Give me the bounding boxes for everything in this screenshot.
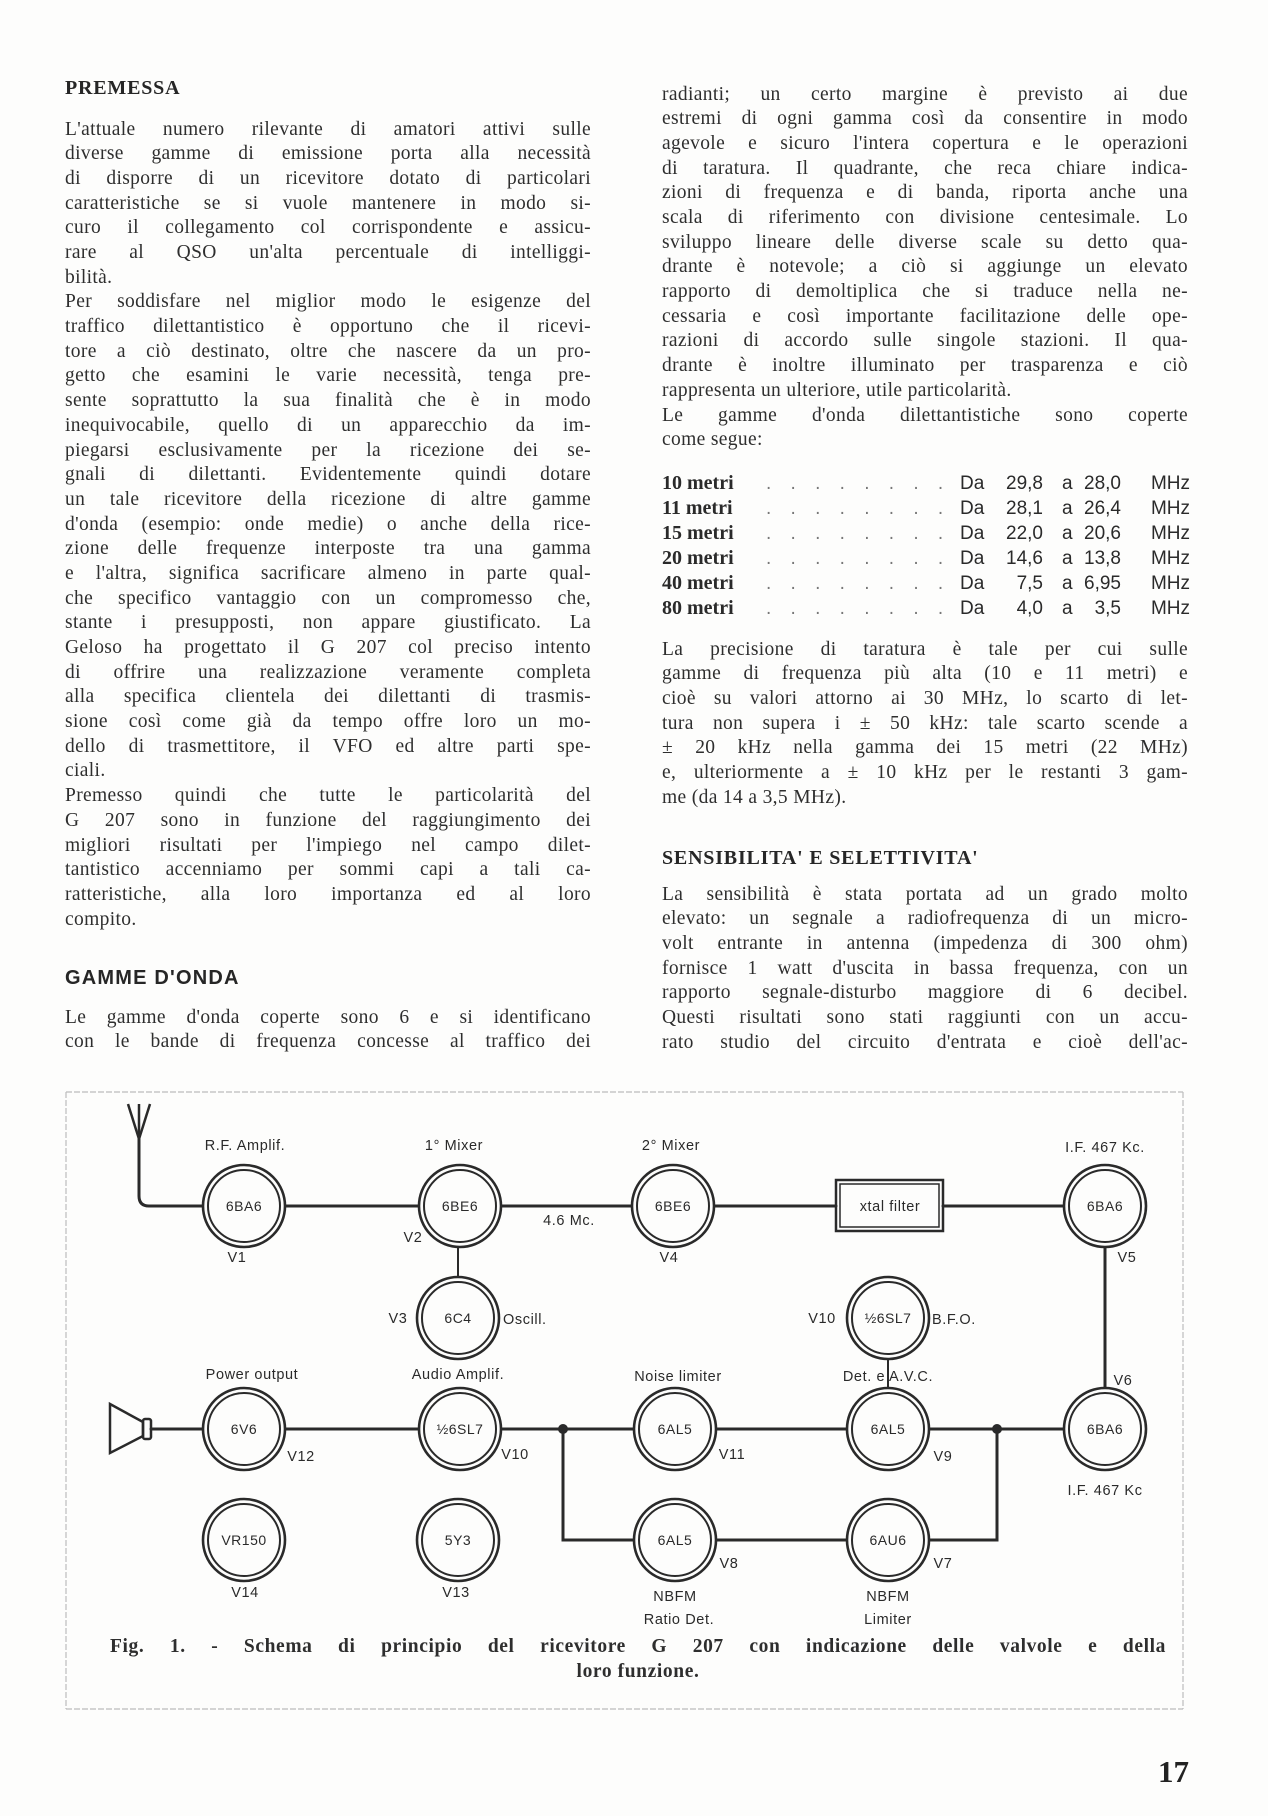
label-power-output: Power output bbox=[205, 1367, 299, 1383]
text-line: un tale ricevitore della ricezione di altre gamme bbox=[65, 488, 591, 510]
band-to: 28,0 bbox=[1084, 473, 1121, 494]
text-line: tantistico accenniamo per sommi capi a tali ca- bbox=[65, 859, 591, 881]
tube-designator: V2 bbox=[403, 1230, 423, 1246]
text-line: fornisce 1 watt d'uscita in bassa frequenza, con un bbox=[662, 957, 1188, 979]
band-da: Da bbox=[960, 523, 985, 544]
text-line: sione così come già da tempo offre loro un mo- bbox=[65, 711, 591, 733]
text-line: e l'altra, significa sacrificare almeno in parte qual- bbox=[65, 562, 591, 584]
speaker-icon bbox=[110, 1404, 151, 1453]
label-audio-amplif: Audio Amplif. bbox=[411, 1367, 505, 1383]
tube-type-label: 6BE6 bbox=[654, 1198, 692, 1214]
text-line: radianti; un certo margine è previsto ai due bbox=[662, 83, 1188, 105]
text-line: cioè su valori attorno ai 30 MHz, lo scarto di let- bbox=[662, 687, 1188, 709]
band-from: 22,0 bbox=[1006, 523, 1043, 544]
tube-v1 bbox=[203, 1165, 285, 1266]
tube-designator: V10 bbox=[808, 1311, 836, 1327]
tube-type-label: 6V6 bbox=[230, 1421, 258, 1437]
tube-type-label: ½6SL7 bbox=[864, 1310, 912, 1326]
band-a: a bbox=[1062, 523, 1073, 544]
text-line: scala di riferimento con divisione centesimale. Lo bbox=[662, 207, 1188, 229]
label-bfo: B.F.O. bbox=[932, 1312, 976, 1328]
band-dots: . . . . . . . . bbox=[766, 598, 944, 619]
band-to: 6,95 bbox=[1084, 573, 1121, 594]
tube-type-label: 6BE6 bbox=[441, 1198, 479, 1214]
label-nbfm-ratio: NBFM bbox=[653, 1589, 697, 1605]
tube-v14 bbox=[203, 1499, 285, 1601]
tube-v13 bbox=[417, 1499, 499, 1601]
label-if-bottom: I.F. 467 Kc bbox=[1067, 1483, 1143, 1499]
text-line: volt entrante in antenna (impedenza di 300 ohm) bbox=[662, 932, 1188, 954]
tube-designator: V6 bbox=[1113, 1373, 1133, 1389]
junction-dot bbox=[558, 1424, 568, 1434]
label-rf-amplif: R.F. Amplif. bbox=[204, 1138, 286, 1154]
text-line: ± 20 kHz nella gamma dei 15 metri (22 MHz) bbox=[662, 737, 1188, 759]
heading-premessa: PREMESSA bbox=[65, 77, 181, 99]
band-name: 20 metri bbox=[662, 547, 734, 569]
text-line: diverse gamme di emissione porta alla necessità bbox=[65, 143, 591, 165]
band-name: 80 metri bbox=[662, 597, 734, 619]
tube-type-label: 6BA6 bbox=[225, 1198, 263, 1214]
tube-designator: V9 bbox=[933, 1449, 953, 1465]
band-name: 10 metri bbox=[662, 472, 734, 494]
text-line: d'onda (esempio: onde medie) o anche della rice- bbox=[65, 513, 591, 535]
tube-v4 bbox=[632, 1165, 714, 1266]
text-line: di offrire una realizzazione veramente completa bbox=[65, 661, 591, 683]
band-unit: MHz bbox=[1150, 598, 1190, 619]
text-line: bilità. bbox=[65, 266, 113, 288]
text-line: come segue: bbox=[662, 429, 763, 451]
text-line: La precisione di taratura è tale per cui sulle bbox=[662, 638, 1188, 660]
band-from: 4,0 bbox=[1016, 598, 1043, 619]
label-mixer-2: 2° Mixer bbox=[641, 1138, 701, 1154]
band-a: a bbox=[1062, 498, 1073, 519]
band-a: a bbox=[1062, 473, 1073, 494]
tube-type-label: ½6SL7 bbox=[436, 1421, 484, 1437]
xtal-filter-label: xtal filter bbox=[859, 1199, 921, 1215]
tube-designator: V4 bbox=[659, 1250, 679, 1266]
text-line: rare al QSO un'alta percentuale di intelliggi- bbox=[65, 242, 591, 264]
tube-designator: V10 bbox=[501, 1447, 529, 1463]
label-freq-4-6: 4.6 Mc. bbox=[543, 1213, 595, 1229]
tube-designator: V7 bbox=[933, 1556, 953, 1572]
label-limiter: Limiter bbox=[864, 1612, 912, 1628]
text-line: G 207 sono in funzione del raggiungimento dei bbox=[65, 809, 591, 831]
band-dots: . . . . . . . . bbox=[766, 573, 944, 594]
text-line: alla specifica clientela dei dilettanti di trasmis- bbox=[65, 686, 591, 708]
text-line: me (da 14 a 3,5 MHz). bbox=[662, 786, 847, 808]
text-line: migliori risultati per l'impiego nel campo dilet- bbox=[65, 834, 591, 856]
band-da: Da bbox=[960, 598, 985, 619]
label-if-top: I.F. 467 Kc. bbox=[1065, 1140, 1145, 1156]
band-da: Da bbox=[960, 498, 985, 519]
text-line: agevole e sicuro l'intera copertura e le operazioni bbox=[662, 132, 1188, 154]
band-to: 3,5 bbox=[1094, 598, 1121, 619]
band-dots: . . . . . . . . bbox=[766, 548, 944, 569]
heading-gamme-donda: GAMME D'ONDA bbox=[65, 967, 240, 989]
text-line: rappresenta un ulteriore, utile particolarità. bbox=[662, 379, 1012, 401]
band-dots: . . . . . . . . bbox=[766, 473, 944, 494]
band-da: Da bbox=[960, 473, 985, 494]
band-unit: MHz bbox=[1150, 548, 1190, 569]
label-mixer-1: 1° Mixer bbox=[424, 1138, 484, 1154]
tube-designator: V5 bbox=[1117, 1250, 1137, 1266]
text-line: dello di trasmettitore, il VFO ed altre parti spe- bbox=[65, 735, 591, 757]
band-a: a bbox=[1062, 548, 1073, 569]
band-unit: MHz bbox=[1150, 573, 1190, 594]
tube-type-label: VR150 bbox=[221, 1532, 267, 1548]
text-line: che specifico vantaggio con un compromesso che, bbox=[65, 587, 591, 609]
text-line: Premesso quindi che tutte le particolarità del bbox=[65, 785, 591, 807]
tube-type-label: 5Y3 bbox=[444, 1532, 472, 1548]
text-line: piegarsi esclusivamente per la ricezione dei se- bbox=[65, 439, 591, 461]
text-line: gamme di frequenza più alta (10 e 11 metri) e bbox=[662, 663, 1188, 685]
tube-type-label: 6AL5 bbox=[870, 1421, 906, 1437]
text-line: di disporre di un ricevitore dotato di particolari bbox=[65, 167, 591, 189]
junction-dot bbox=[992, 1424, 1002, 1434]
label-noise-limiter: Noise limiter bbox=[634, 1369, 722, 1385]
text-line: rapporto segnale-disturbo maggiore di 6 decibel. bbox=[662, 982, 1188, 1004]
text-line: drante è notevole; a ciò si aggiunge un elevato bbox=[662, 256, 1188, 278]
band-dots: . . . . . . . . bbox=[766, 523, 944, 544]
tube-type-label: 6AU6 bbox=[869, 1532, 907, 1548]
text-line: sviluppo lineare delle diverse scale su detto qua- bbox=[662, 231, 1188, 253]
text-line: cessaria e così importante facilitazione delle ope- bbox=[662, 305, 1188, 327]
band-name: 40 metri bbox=[662, 572, 734, 594]
band-to: 20,6 bbox=[1084, 523, 1121, 544]
band-from: 29,8 bbox=[1006, 473, 1043, 494]
text-line: tura non supera i ± 50 kHz: tale scarto scende a bbox=[662, 712, 1188, 734]
text-line: gnali di dilettanti. Evidentemente quindi dotare bbox=[65, 464, 591, 486]
band-from: 28,1 bbox=[1006, 498, 1043, 519]
band-unit: MHz bbox=[1150, 498, 1190, 519]
band-to: 13,8 bbox=[1084, 548, 1121, 569]
tube-designator: V14 bbox=[231, 1585, 259, 1601]
heading-sensibilita-selettivita: SENSIBILITA' E SELETTIVITA' bbox=[662, 847, 979, 869]
figure-caption-continued: loro funzione. bbox=[576, 1661, 700, 1682]
text-line: razioni di accordo sulle singole stazioni. Il qua- bbox=[662, 330, 1188, 352]
tube-designator: V8 bbox=[719, 1556, 739, 1572]
tube-type-label: 6C4 bbox=[444, 1310, 472, 1326]
text-line: L'attuale numero rilevante di amatori attivi sulle bbox=[65, 118, 591, 140]
text-line: rato studio del circuito d'entrata e cioè dell'ac- bbox=[662, 1031, 1188, 1053]
tube-type-label: 6BA6 bbox=[1086, 1198, 1124, 1214]
text-line: Per soddisfare nel miglior modo le esigenze del bbox=[65, 291, 591, 313]
band-unit: MHz bbox=[1150, 473, 1190, 494]
label-det-avc: Det. e A.V.C. bbox=[842, 1369, 934, 1385]
text-line: di taratura. Il quadrante, che reca chiare indica- bbox=[662, 157, 1188, 179]
text-line: zione delle frequenze interposte tra una gamma bbox=[65, 538, 591, 560]
band-da: Da bbox=[960, 548, 985, 569]
text-line: tore a ciò destinato, oltre che nascere da un pro- bbox=[65, 340, 591, 362]
antenna-icon bbox=[128, 1104, 150, 1139]
page-number: 17 bbox=[1158, 1754, 1189, 1789]
label-oscill: Oscill. bbox=[503, 1312, 547, 1328]
text-line: estremi di ogni gamma così da consentire in modo bbox=[662, 108, 1188, 130]
tube-designator: V12 bbox=[287, 1449, 315, 1465]
text-line: zioni di frequenza e di banda, riporta anche una bbox=[662, 182, 1188, 204]
band-name: 15 metri bbox=[662, 522, 734, 544]
text-line: Questi risultati sono stati raggiunti con un accu- bbox=[662, 1007, 1188, 1029]
tube-v6 bbox=[1064, 1373, 1146, 1470]
text-line: La sensibilità è stata portata ad un grado molto bbox=[662, 883, 1188, 905]
label-nbfm-limiter: NBFM bbox=[866, 1589, 910, 1605]
text-line: getto che esamini le varie necessità, tenga pre- bbox=[65, 365, 591, 387]
tube-type-label: 6AL5 bbox=[657, 1532, 693, 1548]
band-unit: MHz bbox=[1150, 523, 1190, 544]
text-line: drante è inoltre illuminato per trasparenza e ciò bbox=[662, 355, 1188, 377]
band-from: 14,6 bbox=[1006, 548, 1043, 569]
tube-v3 bbox=[389, 1277, 499, 1359]
band-a: a bbox=[1062, 573, 1073, 594]
text-line: e, ulteriormente a ± 10 kHz per le restanti 3 gam- bbox=[662, 762, 1188, 784]
band-from: 7,5 bbox=[1016, 573, 1043, 594]
text-line: con le bande di frequenza concesse al traffico dei bbox=[65, 1031, 591, 1053]
text-line: curo il collegamento col corrispondente e assicu- bbox=[65, 217, 591, 239]
tube-designator: V13 bbox=[442, 1585, 470, 1601]
text-line: Geloso ha progettato il G 207 col preciso intento bbox=[65, 637, 591, 659]
text-line: ratteristiche, alla loro importanza ed al loro bbox=[65, 883, 591, 905]
text-line: compito. bbox=[65, 908, 137, 930]
tube-v2 bbox=[404, 1165, 501, 1247]
text-line: stante i presupposti, non appare giustificato. La bbox=[65, 612, 591, 634]
label-ratio-det: Ratio Det. bbox=[643, 1612, 715, 1628]
tube-designator: V3 bbox=[388, 1311, 408, 1327]
tube-type-label: 6BA6 bbox=[1086, 1421, 1124, 1437]
tube-designator: V1 bbox=[227, 1250, 247, 1266]
text-line: Le gamme d'onda dilettantistiche sono coperte bbox=[662, 404, 1188, 426]
xtal-filter-box bbox=[836, 1180, 943, 1231]
figure-caption: Fig. 1. - Schema di principio del ricevitore G 207 con indicazione delle valvole e della bbox=[110, 1636, 1166, 1657]
text-line: rapporto di demoltiplica che si traduce nella ne- bbox=[662, 281, 1188, 303]
band-da: Da bbox=[960, 573, 985, 594]
text-line: elevato: un segnale a radiofrequenza di un micro- bbox=[662, 908, 1188, 930]
tube-v10 bbox=[808, 1277, 929, 1359]
band-to: 26,4 bbox=[1084, 498, 1121, 519]
tube-designator: V11 bbox=[718, 1447, 746, 1463]
text-line: traffico dilettantistico è opportuno che il ricevi- bbox=[65, 316, 591, 338]
text-line: inequivocabile, quello di un apparecchio da im- bbox=[65, 414, 591, 436]
tube-type-label: 6AL5 bbox=[657, 1421, 693, 1437]
band-a: a bbox=[1062, 598, 1073, 619]
text-line: caratteristiche se si vuole mantenere in modo si- bbox=[65, 192, 591, 214]
band-dots: . . . . . . . . bbox=[766, 498, 944, 519]
text-line: sente soprattutto la sua finalità che è in modo bbox=[65, 390, 591, 412]
band-name: 11 metri bbox=[662, 497, 733, 519]
text-line: Le gamme d'onda coperte sono 6 e si identificano bbox=[65, 1006, 591, 1028]
text-line: ciali. bbox=[65, 760, 106, 782]
